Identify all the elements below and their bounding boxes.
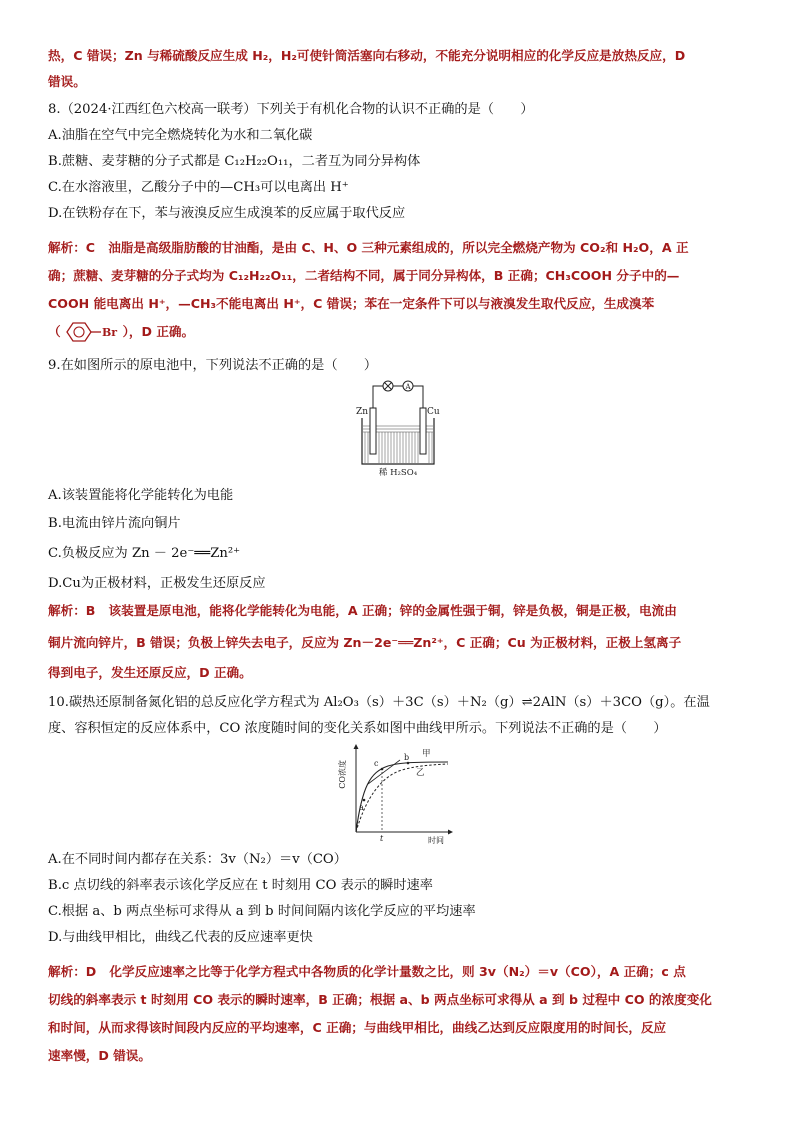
q9-option-b: B.电流由锌片流向铜片 [48, 516, 181, 531]
point-b-label: b [404, 753, 410, 762]
q10-stem-line1: 10.碳热还原制备氮化铝的总反应化学方程式为 Al₂O₃（s）＋3C（s）＋N₂（g）⇌2AlN（s）＋3CO（g）。在温 [48, 695, 710, 710]
galvanic-cell-figure [352, 378, 444, 478]
x-axis-label: 时间 [428, 836, 444, 845]
q9-analysis-line3: 得到电子，发生还原反应，D 正确。 [48, 665, 252, 680]
q8-analysis-line1: 油脂是高级脂肪酸的甘油酯，是由 C、H、O 三种元素组成的，所以完全燃烧产物为 CO₂和 H₂O，A 正 [108, 240, 689, 255]
y-axis-label: CO浓度 [338, 760, 347, 789]
q8-analysis-paren-open: （ [48, 324, 61, 339]
point-c-label: c [374, 759, 379, 768]
prev-analysis-line2: 错误。 [48, 74, 86, 89]
prev-analysis-line1: 热，C 错误；Zn 与稀硫酸反应生成 H₂，H₂可使针筒活塞向右移动，不能充分说明相应的化学反应是放热反应，D [48, 48, 686, 63]
q8-analysis-line2: 确；蔗糖、麦芽糖的分子式均为 C₁₂H₂₂O₁₁，二者结构不同，属于同分异构体，B 正确；CH₃COOH 分子中的— [48, 268, 680, 283]
question-8 [48, 100, 746, 224]
curve-yi [356, 764, 448, 832]
q8-stem: 8.（2024·江西红色六校高一联考）下列关于有机化合物的认识不正确的是（ ） [48, 102, 534, 117]
q8-analysis-line4: ），D 正确。 [122, 324, 195, 339]
q8-option-c: C.在水溶液里，乙酸分子中的—CH₃可以电离出 H⁺ [48, 180, 349, 195]
q10-option-b: B.c 点切线的斜率表示该化学反应在 t 时刻用 CO 表示的瞬时速率 [48, 878, 433, 893]
question-10 [48, 690, 746, 742]
x-tick-t: t [380, 834, 384, 843]
prev-analysis-continuation [48, 42, 746, 96]
q10-analysis-line1: 化学反应速率之比等于化学方程式中各物质的化学计量数之比，则 3v（N₂）＝v（CO），A 正确；c 点 [109, 964, 686, 979]
q9-option-c: C.负极反应为 Zn － 2e⁻══Zn²⁺ [48, 546, 241, 561]
q10-analysis-line2: 切线的斜率表示 t 时刻用 CO 表示的瞬时速率，B 正确；根据 a、b 两点坐标可求得从 a 到 b 过程中 CO 的浓度变化 [48, 992, 712, 1007]
q10-analysis [48, 958, 746, 1070]
q9-option-a: A.该装置能将化学能转化为电能 [48, 488, 234, 503]
q10-options [48, 850, 746, 948]
question-9 [48, 356, 746, 376]
bromine-label: Br [101, 326, 117, 339]
q10-analysis-line4: 速率慢，D 错误。 [48, 1048, 151, 1063]
q9-stem: 9.在如图所示的原电池中，下列说法不正确的是（ ） [48, 358, 378, 373]
q9-analysis [48, 597, 746, 687]
point-b [407, 762, 410, 765]
q9-analysis-line1: 该装置是原电池，能将化学能转化为电能，A 正确；锌的金属性强于铜，锌是负极，铜是正极，电流由 [108, 603, 677, 618]
series-jia-label: 甲 [422, 749, 431, 759]
zinc-label: Zn [356, 407, 369, 417]
q8-analysis-label: 解析：C [48, 240, 96, 255]
copper-label: Cu [427, 407, 440, 417]
co-concentration-chart [338, 742, 454, 846]
q10-analysis-label: 解析：D [48, 964, 97, 979]
q8-analysis [48, 234, 746, 346]
copper-electrode [420, 408, 426, 454]
point-c [381, 768, 384, 771]
q8-analysis-line3: COOH 能电离出 H⁺，—CH₃不能电离出 H⁺，C 错误；苯在一定条件下可以与液溴发生取代反应，生成溴苯 [48, 296, 655, 311]
q10-option-a: A.在不同时间内都存在关系：3v（N₂）＝v（CO） [48, 852, 347, 867]
q9-analysis-line2: 铜片流向锌片，B 错误；负极上锌失去电子，反应为 Zn－2e⁻══Zn²⁺，C 正确；Cu 为正极材料，正极上氢离子 [48, 635, 682, 650]
q10-option-c: C.根据 a、b 两点坐标可求得从 a 到 b 时间间隔内该化学反应的平均速率 [48, 904, 476, 919]
q8-option-d: D.在铁粉存在下，苯与液溴反应生成溴苯的反应属于取代反应 [48, 206, 406, 221]
point-a [363, 799, 366, 802]
curve-jia [356, 762, 448, 832]
ammeter-label: A [405, 383, 411, 391]
q10-analysis-line3: 和时间，从而求得该时间段内反应的平均速率，C 正确；与曲线甲相比，曲线乙达到反应限度用的时间长，反应 [48, 1020, 667, 1035]
q9-options [48, 486, 746, 594]
series-yi-label: 乙 [416, 768, 425, 778]
q9-analysis-label: 解析：B [48, 603, 96, 618]
q8-option-a: A.油脂在空气中完全燃烧转化为水和二氧化碳 [48, 128, 313, 143]
acid-label: 稀 H₂SO₄ [378, 468, 418, 478]
q8-option-b: B.蔗糖、麦芽糖的分子式都是 C₁₂H₂₂O₁₁，二者互为同分异构体 [48, 154, 421, 169]
bromobenzene-structure-icon [63, 321, 121, 343]
q10-stem-line2: 度、容积恒定的反应体系中，CO 浓度随时间的变化关系如图中曲线甲所示。下列说法不正确的是（ ） [48, 721, 667, 736]
q10-option-d: D.与曲线甲相比，曲线乙代表的反应速率更快 [48, 930, 313, 945]
q9-option-d: D.Cu为正极材料，正极发生还原反应 [48, 576, 266, 591]
point-a-label: a [359, 803, 364, 812]
zinc-electrode [370, 408, 376, 454]
